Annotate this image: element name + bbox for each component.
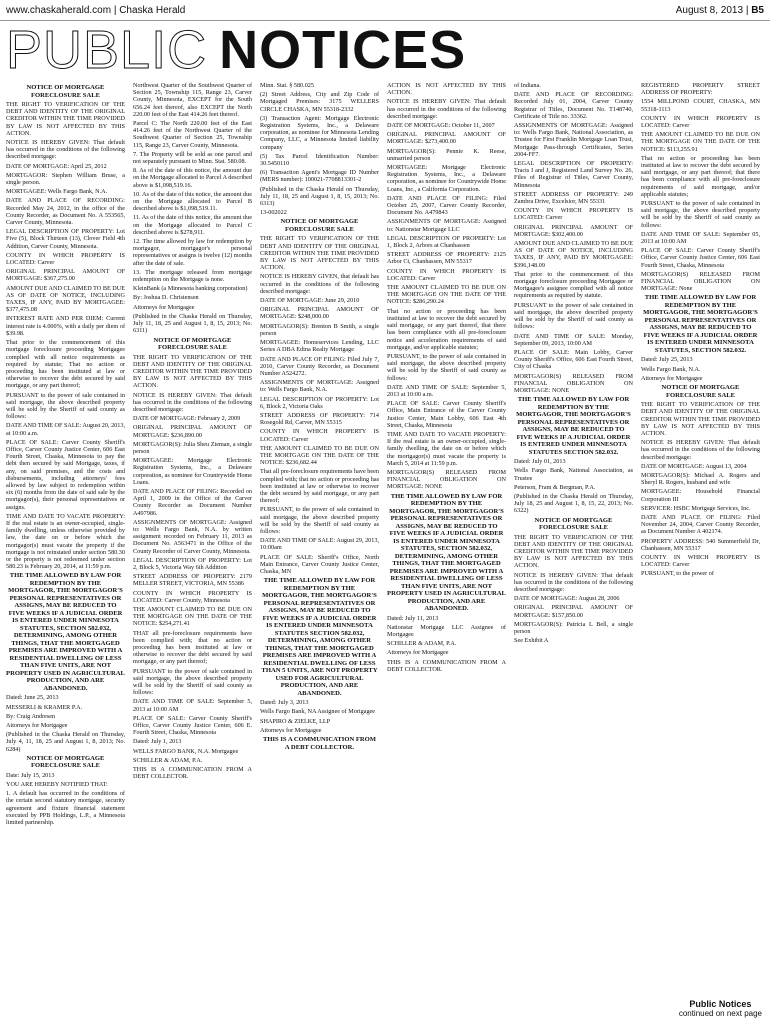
notice-paragraph: PURSUANT to the power of sale contained in said mortgage, the above described property will be sold by the Sheriff of said county as follows: xyxy=(133,667,252,697)
notice-paragraph: DATE OF MORTGAGE: October 11, 2007 xyxy=(387,122,495,130)
notice-paragraph: Attorneys for Mortgagee xyxy=(641,374,703,382)
notice-heading: NOTICE OF MORTGAGE FORECLOSURE SALE xyxy=(280,218,359,233)
notice-paragraph: 11. As of the date of this notice, the amount due on the Mortgage allocated to Parcel C described above is $278,911. xyxy=(133,214,252,236)
notice-paragraph: Dated: July 3, 2013 xyxy=(260,699,309,707)
page-number: B5 xyxy=(751,5,764,16)
notice-paragraph: COUNTY IN WHICH PROPERTY IS LOCATED: Carver xyxy=(260,428,379,443)
notice-paragraph: COUNTY IN WHICH PROPERTY IS LOCATED: Carver xyxy=(641,114,760,130)
notice-paragraph: THAT all pre-foreclosure requirements have been complied with; that no action or proceeding has been instituted at law or otherwise to recover the debt secured by said mortgage, or any part thereof; xyxy=(133,629,252,666)
site-name: www.chaskaherald.com | Chaska Herald xyxy=(6,5,186,16)
notice-paragraph: PLACE OF SALE: Main Lobby, Carver County Sheriff's Office, 606 East Fourth Street, City of Chaska xyxy=(514,348,633,371)
notice-paragraph: THE AMOUNT CLAIMED TO BE DUE ON THE MORTGAGE ON THE DATE OF THE NOTICE: $254,271.41 xyxy=(133,606,252,628)
notice-paragraph: DATE OF MORTGAGE: August 13, 2004 xyxy=(641,462,747,470)
continued-sub: continued on next page xyxy=(678,1009,762,1018)
notice-paragraph: 10. As of the date of this notice, the amount due on the Mortgage allocated to Parcel B described above is $1,098,519.11. xyxy=(133,190,252,213)
notice-paragraph: NOTICE IS HEREBY GIVEN: That default has occurred in the conditions of the following described mortgage: xyxy=(6,139,125,161)
notice-paragraph: MORTGAGEE: Wells Fargo Bank, N.A. xyxy=(6,188,108,196)
notice-paragraph: Attorneys for Mortgagee xyxy=(6,722,68,729)
notice-paragraph: PURSUANT to the power of sale contained in said mortgage, the above described property will be sold by the Sheriff of said county as follows: xyxy=(6,391,125,421)
notice-paragraph: NOTICE IS HEREBY GIVEN, that default has occurred in the conditions of the following described mortgage: xyxy=(260,273,379,295)
notice-paragraph: TIME AND DATE TO VACATE PROPERTY: If the real estate is an owner-occupied, single-family dwelling, the date on or before which the mortgagor(s) must vacate the property is March 5, 2014 at 11:59 p.m. xyxy=(387,430,506,467)
notice-paragraph: THE AMOUNT CLAIMED TO BE DUE ON THE MORTGAGE ON THE DATE OF THE NOTICE: $286,290.24 xyxy=(387,284,506,306)
notice-paragraph: DATE AND TIME OF SALE: September 05, 2013 at 10:00 AM xyxy=(641,230,760,246)
notice-paragraph: ASSIGNMENTS OF MORTGAGE: Assigned to: Nationstar Mortgage LLC xyxy=(387,218,506,233)
date-text: August 8, 2013 | xyxy=(675,5,749,16)
notice-paragraph: That no action or proceeding has been instituted at law to recover the debt secured by said mortgage, or any part thereof, that there has been compliance with all pre-foreclosure notice and acceleration requirements of said mortgage, and/or applicable statutes; xyxy=(387,307,506,351)
notice-paragraph: Attorneys for Mortgagee xyxy=(133,303,195,311)
notice-paragraph: DATE AND TIME OF SALE: August 20, 2013, at 10:00 a.m. xyxy=(6,422,125,437)
notice-paragraph: MORTGAGEE: Household Financial Corporation III xyxy=(641,488,760,503)
notice-paragraph: ORIGINAL PRINCIPAL AMOUNT OF MORTGAGE: $248,000.00 xyxy=(260,306,379,321)
notice-paragraph: (6) Transaction Agent's Mortgage ID Number (MERS number): 100021-7708813301-2 xyxy=(260,169,379,184)
notice-heading: THE TIME ALLOWED BY LAW FOR REDEMPTION BY THE MORTGAGOR, THE MORTGAGOR'S PERSONAL REPRESENTATIVES OR ASSIGNS, MAY BE REDUCED TO FIVE WEEKS IF A JUDICIAL ORDER IS ENTERED UNDER MINNESOTA STATUTES SECTION 582.032, DETERMINING, AMONG OTHER THINGS, THAT THE MORTGAGED PREMISES ARE IMPROVED WITH A RESIDENTIAL DWELLING OF LESS THAN 5 UNITS, ARE NOT PROPERTY USED FOR AGRICULTURAL PRODUCTION, AND ARE ABANDONED. xyxy=(261,577,378,697)
notice-paragraph: NOTICE IS HEREBY GIVEN: That default has occurred in the conditions of the following described mortgage: xyxy=(514,571,633,593)
notice-paragraph: (Published in the Chaska Herald on Thursday, July 18, 25 and August 1, 8, 15, 22, 2013; No. 6322) xyxy=(514,492,633,515)
notice-paragraph: Nationstar Mortgage LLC Assignee of Mortgagee xyxy=(387,623,506,638)
notice-paragraph: 1554 MILLPOND COURT, CHASKA, MN 55318-1113 xyxy=(641,98,760,113)
notice-paragraph: ASSIGNMENTS OF MORTGAGE: Assigned to: Wells Fargo Bank, N.A. by written assignment recorded on February 11, 2013 as Document No. A563471 in the Office of the County Recorder of Carver County, Minnesota. xyxy=(133,518,252,555)
notice-paragraph: PLACE OF SALE: Sheriff's Office, North Main Entrance, Carver County Justice Center, Chaska, MN xyxy=(260,553,379,575)
notice-paragraph: TIME AND DATE TO VACATE PROPERTY: If the real estate is an owner-occupied, single-family dwelling, unless otherwise provided by law, the date on or before which the mortgagor(s) must vacate the property if the mortgage is not reinstated under section 580.30 or the property is not redeemed under section 580.23 is February 20, 2014, at 11:59 p.m. xyxy=(6,512,125,571)
notice-paragraph: SERVICER: HSBC Mortgage Services, Inc. xyxy=(641,504,751,512)
notice-paragraph: STREET ADDRESS OF PROPERTY: 2125 Arbor Ct, Chanhassen, MN 55317 xyxy=(387,251,506,266)
notice-paragraph: STREET ADDRESS OF PROPERTY: 2179 MELLER STREET, VICTORIA, MN 55386 xyxy=(133,573,252,588)
notice-paragraph: (Published in the Chaska Herald on Thursday, July 11, 18, 25 and August 1, 8, 15, 2013; No. 6313) xyxy=(260,185,379,208)
notice-paragraph: DATE OF MORTGAGE: April 25, 2012 xyxy=(6,162,107,170)
notice-paragraph: 8. As of the date of this notice, the amount due on the Mortgage allocated to Parcel A described above is $1,098,519.16. xyxy=(133,167,252,189)
notice-heading: THIS IS A COMMUNICATION FROM A DEBT COLLECTOR. xyxy=(262,736,377,751)
notice-paragraph: DATE AND TIME OF SALE: September 5, 2013 at 10:00 AM xyxy=(133,698,252,713)
notice-column xyxy=(133,82,252,1018)
notice-paragraph: DATE OF MORTGAGE: February 2, 2009 xyxy=(133,415,241,423)
notice-paragraph: ORIGINAL PRINCIPAL AMOUNT OF MORTGAGE: $157,850.00 xyxy=(514,604,633,619)
notice-paragraph: ASSIGNMENTS OF MORTGAGE: Assigned to: Wells Fargo Bank, N.A. xyxy=(260,379,379,394)
notice-paragraph: THE RIGHT TO VERIFICATION OF THE DEBT AND IDENTITY OF THE ORIGINAL CREDITOR WITHIN THE TIME PROVIDED BY LAW IS NOT AFFECTED BY THIS ACTION. xyxy=(641,401,760,437)
notice-paragraph: Northwest Quarter of the Southwest Quarter of Section 25, Township 115, Range 23, Carver County, Minnesota, EXCEPT for the South 656.24 feet thereof, also EXCEPT the North 220.00 feet of the East 414.26 feet thereof. xyxy=(133,82,252,118)
notice-paragraph: DATE AND PLACE OF FILING: Recorded on April 1, 2009 in the Office of the Carver County Recorder as Document Number A497986. xyxy=(133,487,252,517)
notice-paragraph: THE AMOUNT CLAIMED TO BE DUE ON THE MORTGAGE ON THE DATE OF THE NOTICE: $236,682.44 xyxy=(260,444,379,467)
notice-paragraph: 1. A default has occurred in the conditions of the certain second statutory mortgage, security agreement and fixture financial statement executed by PPB Holdings, L.P., a Minnesota limited partnership. xyxy=(6,790,125,827)
notice-paragraph: LEGAL DESCRIPTION OF PROPERTY: Lot 2, Block 5, Victoria Way 6th Addition xyxy=(133,556,252,571)
notice-paragraph: Attorneys for Mortgagee xyxy=(387,649,449,657)
notice-paragraph: PURSUANT to the power of sale contained in said mortgage, the above described property will be sold by the Sheriff of said county as follows: xyxy=(514,301,633,331)
notice-paragraph: SCHILLER & ADAM, P.A. xyxy=(133,756,203,764)
notice-paragraph: Dated: July 25, 2013 xyxy=(641,356,693,364)
notice-paragraph: STREET ADDRESS OF PROPERTY: 714 Rosegold Rd, Carver, MN 55315 xyxy=(260,411,379,427)
notice-paragraph: DATE AND PLACE OF FILING: Filed November 24, 2004, Carver County Recorder, as Document Number A 402174. xyxy=(641,513,760,536)
notice-paragraph: COUNTY IN WHICH PROPERTY IS LOCATED: Carver xyxy=(387,267,506,282)
notice-paragraph: MORTGAGOR(S): Patricia L Bell, a single person xyxy=(514,620,633,635)
notice-paragraph: Wells Fargo Bank, NA Assignee of Mortgagee xyxy=(260,708,376,716)
notice-paragraph: LEGAL DESCRIPTION OF PROPERTY: Lot Five (5), Block Thirteen (13), Clover Field 4th Addition, Carver County, Minnesota. xyxy=(6,228,125,250)
continued-label: Public Notices xyxy=(689,999,752,1009)
notice-paragraph: LEGAL DESCRIPTION OF PROPERTY: Tracts I and J, Registered Land Survey No. 26, Files of Registrar of Titles, Carver County, Minnesota xyxy=(514,160,633,189)
notice-paragraph: Peterson, Fram & Bergman, P.A. xyxy=(514,483,596,491)
notice-paragraph: That all pre-foreclosure requirements have been complied with; that no action or proceeding has been instituted at law or otherwise to recover the debt secured by said mortgage, or any part thereof; xyxy=(260,468,379,505)
notice-paragraph: (5) Tax Parcel Identification Number: 30.5450110 xyxy=(260,152,379,168)
notice-paragraph: STREET ADDRESS OF PROPERTY: 249 Zambra Drive, Excelsior, MN 55331 xyxy=(514,190,633,206)
notice-paragraph: MORTGAGOR(S) RELEASED FROM FINANCIAL OBLIGATION ON MORTGAGE: NONE xyxy=(514,372,633,394)
notice-paragraph: Dated: July 11, 2013 xyxy=(387,614,439,622)
notice-paragraph: WELLS FARGO BANK, N.A. Mortgagee xyxy=(133,747,239,755)
notice-heading: NOTICE OF MORTGAGE FORECLOSURE SALE xyxy=(534,516,613,532)
notice-paragraph: SHAPIRO & ZIELKE, LLP xyxy=(260,717,331,725)
notice-paragraph: MORTGAGOR(S): Julia Sheu Zieman, a single person xyxy=(133,440,252,455)
notice-paragraph: (Published in the Chaska Herald on Thursday, July 4, 11, 18, 25 and August 1, 8, 2013; No. 6284) xyxy=(6,731,125,753)
notice-paragraph: THE RIGHT TO VERIFICATION OF THE DEBT AND IDENTITY OF THE ORIGINAL CREDITOR WITHIN THE TIME PROVIDED BY LAW IS NOT AFFECTED BY THIS ACTION. xyxy=(260,235,379,272)
notice-paragraph: ORIGINAL PRINCIPAL AMOUNT OF MORTGAGE: $367,275.00 xyxy=(6,268,125,283)
notice-heading: THE TIME ALLOWED BY LAW FOR REDEMPTION BY THE MORTGAGOR, THE MORTGAGOR'S PERSONAL REPRESENTATIVES OR ASSIGNS, MAY BE REDUCED TO FIVE WEEKS IF A JUDICIAL ORDER IS ENTERED UNDER MINNESOTA STATUTES, SECTION 582.032, DETERMINING, AMONG OTHER THINGS, THAT THE MORTGAGED PREMISES ARE IMPROVED WITH A RESIDENTIAL DWELLING OF LESS THAN FIVE UNITS, ARE NOT PROPERTY USED IN AGRICULTURAL PRODUCTION, AND ARE ABANDONED. xyxy=(6,572,125,692)
notice-paragraph: DATE OF MORTGAGE: August 28, 2006 xyxy=(514,595,620,603)
notice-paragraph: of Indiana. xyxy=(514,82,541,89)
notice-heading: NOTICE OF MORTGAGE FORECLOSURE SALE xyxy=(153,336,232,351)
section-masthead xyxy=(6,22,764,78)
notice-paragraph: Parcel C: The North 220.00 feet of the East 414.26 feet of the Northwest Quarter of the Southwest Quarter of Section 25, Township 115, Range 23, Carver County, Minnesota. xyxy=(133,120,252,149)
notice-paragraph: LEGAL DESCRIPTION OF PROPERTY: Lot 1, Block 2, Arbors at Chanhassen xyxy=(387,234,506,250)
masthead-word-notices: NOTICES xyxy=(219,20,467,80)
notice-paragraph: 13. The mortgage released from mortgage redemption on the Mortgage is none. xyxy=(133,268,252,284)
notice-paragraph: ORIGINAL PRINCIPAL AMOUNT OF MORTGAGE: $273,400.00 xyxy=(387,131,506,146)
notice-paragraph: MORTGAGEE: Mortgage Electronic Registration Systems, Inc., a Delaware corporation, as nominee for Countrywide Home Loans. xyxy=(133,457,252,486)
notice-paragraph: PROPERTY ADDRESS: 540 Summerfield Dr, Chanhassen, MN 55317 xyxy=(641,537,760,552)
notice-paragraph: By: Joshua D. Christensen xyxy=(133,294,199,302)
notice-heading: THE TIME ALLOWED BY LAW FOR REDEMPTION BY THE MORTGAGOR, THE MORTGAGOR'S PERSONAL REPRESENTATIVES OR ASSIGNS, MAY BE REDUCED TO FIVE WEEKS IF A JUDICIAL ORDER IS ENTERED UNDER MINNESOTA STATUTES, SECTION 582.032. xyxy=(643,294,758,354)
notice-paragraph: PLACE OF SALE: Carver County Sheriff's Office, Carver County Justice Center, 606 East Fourth Street, Chaska, Minnesota xyxy=(641,247,760,269)
notice-paragraph: NOTICE IS HEREBY GIVEN: That default has occurred in the conditions of the following described mortgage: xyxy=(133,391,252,413)
notice-paragraph: THE AMOUNT CLAIMED TO BE DUE ON THE MORTGAGE ON THE DATE OF THE NOTICE: $113,255.91 xyxy=(641,131,760,153)
notice-heading: THE TIME ALLOWED BY LAW FOR REDEMPTION BY THE MORTGAGOR, THE MORTGAGOR'S PERSONAL REPRESENTATIVES OR ASSIGNS, MAY BE REDUCED TO FIVE WEEKS IF A JUDICIAL ORDER IS ENTERED UNDER MINNESOTA STATUTES, SECTION 582.032, DETERMINING, AMONG OTHER THINGS, THAT THE MORTGAGED PREMISES ARE IMPROVED WITH A RESIDENTIAL DWELLING OF LESS THAN FIVE UNITS, ARE NOT PROPERTY USED IN AGRICULTURAL PRODUCTION, AND ARE ABANDONED. xyxy=(387,492,506,613)
notice-columns xyxy=(6,82,764,1018)
notice-paragraph: Dated: July 1, 2013 xyxy=(133,738,182,746)
notice-paragraph: COUNTY IN WHICH PROPERTY IS LOCATED: Carver xyxy=(6,251,125,267)
notice-paragraph: MORTGAGOR(S) RELEASED FROM FINANCIAL OBLIGATION ON MORTGAGE: NONE xyxy=(387,468,506,491)
notice-paragraph: (Published in the Chaska Herald on Thursday, July 11, 18, 25 and August 1, 8, 15, 2013; No. 6311) xyxy=(133,312,252,335)
notice-paragraph: NOTICE IS HEREBY GIVEN: That default has occurred in the conditions of the following described mortgage: xyxy=(641,439,760,461)
notice-paragraph: MORTGAGOR(S) RELEASED FROM FINANCIAL OBLIGATION ON MORTGAGE: None xyxy=(641,270,760,293)
notice-paragraph: THE RIGHT TO VERIFICATION OF THE DEBT AND IDENTITY OF THE ORIGINAL CREDITOR WITHIN THE TIME PROVIDED BY LAW IS NOT AFFECTED BY THIS ACTION. xyxy=(133,353,252,390)
notice-column xyxy=(6,82,125,1018)
notice-paragraph: Minn. Stat. § 580.025 xyxy=(260,82,314,89)
notice-paragraph: ACTION IS NOT AFFECTED BY THIS ACTION. xyxy=(387,82,506,97)
notice-paragraph: PURSUANT, to the power of sale contained in said mortgage, the above described property will be sold by the Sheriff of said county as follows: xyxy=(260,506,379,535)
notice-paragraph: INTEREST RATE AND PER DIEM: Current interest rate is 4.000%, with a daily per diem of $39.98. xyxy=(6,315,125,337)
notice-paragraph: Dated: July 01, 2013 xyxy=(514,458,566,466)
notice-paragraph: LEGAL DESCRIPTION OF PROPERTY: Lot 6, Block 2, Victoria Oaks xyxy=(260,395,379,410)
notice-heading: NOTICE OF MORTGAGE FORECLOSURE SALE xyxy=(26,754,105,770)
notice-paragraph: SCHILLER & ADAM, P.A. xyxy=(387,640,457,648)
notice-paragraph: ASSIGNMENTS OF MORTGAGE: Assigned to: Wells Fargo Bank, National Association, as Trustee for First Franklin Mortgage Loan Trust, Mortgage Pass-through Certificates, Series 2004-FF7. xyxy=(514,122,633,158)
notice-paragraph: DATE AND PLACE OF FILING: Filed October 25, 2007, Carver County Recorder, Document No. A479843 xyxy=(387,194,506,217)
notice-paragraph: DATE AND PLACE OF RECORDING: Recorded May 24, 2012, in the office of the County Recorder, as Document No. A 553565, Carver County, Minnesota. xyxy=(6,197,125,227)
notice-paragraph: PURSUANT, to the power of xyxy=(641,570,714,578)
notice-paragraph: COUNTY IN WHICH PROPERTY IS LOCATED: Carver County, Minnesota xyxy=(133,589,252,604)
notice-paragraph: 7. The Property will be sold as one parcel and not separately pursuant to Minn. Stat. 580.08. xyxy=(133,150,252,166)
notice-column xyxy=(641,82,760,1018)
page-date xyxy=(676,5,764,16)
notice-paragraph: Attorneys for Mortgagee xyxy=(260,726,322,734)
notice-paragraph: MORTGAGOR: Stephen William Bruse, a single person. xyxy=(6,171,125,187)
notice-paragraph: DATE OF MORTGAGE: June 29, 2010 xyxy=(260,297,360,305)
notice-paragraph: Wells Fargo Bank, N.A. xyxy=(641,365,701,373)
continued-note xyxy=(679,999,762,1018)
notice-paragraph: That no action or proceeding has been instituted at law to recover the debt secured by said mortgage, or any part thereof; that there has been compliance with all pre-foreclosure requirements of said mortgage, and/or applicable statutes; xyxy=(641,154,760,198)
notice-paragraph: ORIGINAL PRINCIPAL AMOUNT OF MORTGAGE: $302,400.00 xyxy=(514,223,633,238)
notice-paragraph: DATE AND TIME OF SALE: September 5, 2013 at 10:00 a.m. xyxy=(387,383,506,398)
notice-paragraph: THIS IS A COMMUNICATION FROM A DEBT COLLECTOR. xyxy=(387,658,506,673)
notice-column xyxy=(260,82,379,1018)
notice-paragraph: MORTGAGEE: Homeservices Lending, LLC Series A DBA Edina Realty Mortgage xyxy=(260,339,379,354)
notice-paragraph: Dated: June 25, 2013 xyxy=(6,694,59,702)
notice-heading: NOTICE OF MORTGAGE FORECLOSURE SALE xyxy=(661,384,740,399)
notice-paragraph: DATE AND TIME OF SALE: August 29, 2013, 10:00am xyxy=(260,537,379,552)
notice-paragraph: PLACE OF SALE: Carver County Sheriff's Office, Main Entrance of the Carver County Justice Center, Main Lobby, 606 East 4th Street, Chaska, Minnesota xyxy=(387,400,506,429)
notice-column xyxy=(514,82,633,1018)
notice-paragraph: NOTICE IS HEREBY GIVEN: That default has occurred in the conditions of the following described mortgage: xyxy=(387,98,506,120)
notice-paragraph: MORTGAGOR(S): Michael A. Rogers and Sheryl R. Rogers, husband and wife xyxy=(641,471,760,487)
notice-paragraph: THE RIGHT TO VERIFICATION OF THE DEBT AND IDENTITY OF THE ORIGINAL CREDITOR WITHIN THE TIME PROVIDED BY LAW IS NOT AFFECTED BY THIS ACTION. xyxy=(6,101,125,137)
notice-paragraph: (3) Transaction Agent: Mortgage Electronic Registration Systems, Inc., a Delaware corporation, as nominee for Minnesota Lending Company, LLC, a Minnesota limited liability company xyxy=(260,114,379,151)
notice-paragraph: REGISTERED PROPERTY STREET ADDRESS OF PROPERTY: xyxy=(641,82,760,97)
notice-paragraph: See Exhibit A xyxy=(514,637,549,645)
notice-paragraph: THE RIGHT TO VERIFICATION OF THE DEBT AND IDENTITY OF THE ORIGINAL CREDITOR WITHIN THE TIME PROVIDED BY LAW IS NOT AFFECTED BY THIS ACTION. xyxy=(514,533,633,570)
notice-paragraph: Wells Fargo Bank, National Association, as Trustee xyxy=(514,467,633,482)
notice-paragraph: MORTGAGOR(S): Brenton B Smith, a single person xyxy=(260,322,379,337)
notice-paragraph: By: Craig Andresen xyxy=(6,712,56,720)
page-header xyxy=(0,0,770,21)
notice-paragraph: MESSERLI & KRAMER P.A. xyxy=(6,703,83,711)
notice-column xyxy=(387,82,506,1018)
notice-paragraph: 13-002022 xyxy=(260,209,287,217)
notice-paragraph: That prior to the commencement of this mortgage foreclosure proceeding Mortgagee complied with all notice requirements as required by statute; That no action or proceeding has been instituted at law or otherwise to recover the debt secured by said mortgage, or any part thereof; xyxy=(6,339,125,390)
notice-paragraph: THIS IS A COMMUNICATION FROM A DEBT COLLECTOR. xyxy=(133,766,252,781)
notice-paragraph: ORIGINAL PRINCIPAL AMOUNT OF MORTGAGE: $236,890.00 xyxy=(133,424,252,439)
masthead-word-public: PUBLIC xyxy=(6,20,208,80)
notice-paragraph: YOU ARE HEREBY NOTIFIED THAT: xyxy=(6,781,108,789)
notice-paragraph: That prior to the commencement of this mortgage foreclosure proceeding Mortgagee or Mortgagee's assignee complied with all notice requirements as required by statute. xyxy=(514,270,633,300)
notice-paragraph: AMOUNT DUE AND CLAIMED TO BE DUE AS OF DATE OF NOTICE, INCLUDING TAXES, IF ANY, PAID BY MORTGAGEE: $396,148.09 xyxy=(514,240,633,269)
notice-paragraph: Date: July 15, 2013 xyxy=(6,771,55,779)
notice-paragraph: DATE AND PLACE OF FILING: Filed July 7, 2010, Carver County Recorder, as Document Number A524272. xyxy=(260,355,379,377)
notice-heading: THE TIME ALLOWED BY LAW FOR REDEMPTION BY THE MORTGAGOR, THE MORTGAGOR'S PERSONAL REPRESENTATIVES OR ASSIGNS, MAY BE REDUCED TO FIVE WEEKS IF A JUDICIAL ORDER IS ENTERED UNDER MINNESOTA STATUTES SECTION 582.032. xyxy=(516,396,631,456)
notice-paragraph: AMOUNT DUE AND CLAIMED TO BE DUE AS OF DATE OF NOTICE, INCLUDING TAXES, IF ANY, PAID BY MORTGAGEE: $377,475.08 xyxy=(6,284,125,314)
notice-paragraph: DATE AND TIME OF SALE: Monday, September 09, 2013, 10:00 AM xyxy=(514,332,633,347)
notice-paragraph: MORTGAGOR(S): Pennie K. Reese, unmarried person xyxy=(387,147,506,162)
notice-paragraph: PURSUANT, to the power of sale contained in said mortgage, the above described property will be sold by the Sheriff of said county as follows: xyxy=(387,352,506,382)
notice-paragraph: PURSUANT to the power of sale contained in said mortgage, the above described property will be sold by the Sheriff of said county as follows: xyxy=(641,200,760,229)
notice-paragraph: (2) Street Address, City and Zip Code of Mortgaged Premises: 3175 WELLERS CIRCLE CHASKA, MN 55318-2332 xyxy=(260,91,379,113)
notice-heading: NOTICE OF MORTGAGE FORECLOSURE SALE xyxy=(26,84,105,99)
notice-paragraph: KleinBank (a Minnesota banking corporation) xyxy=(133,285,248,293)
notice-paragraph: COUNTY IN WHICH PROPERTY IS LOCATED: Carver xyxy=(641,553,760,569)
notice-paragraph: COUNTY IN WHICH PROPERTY IS LOCATED: Carver xyxy=(514,207,633,222)
notice-paragraph: 12. The time allowed by law for redemption by mortgagor, mortgagor's personal representatives or assigns is twelve (12) months after the date of sale. xyxy=(133,238,252,267)
notice-paragraph: PLACE OF SALE: Carver County Sheriff's Office, Carver County Justice Center, 606 E. Fourth Street, Chaska, Minnesota xyxy=(133,714,252,737)
notice-paragraph: DATE AND PLACE OF RECORDING: Recorded July 01, 2004, Carver County Registrar of Titles, Document No. T148740, Certificate of Title no. 33362. xyxy=(514,91,633,120)
notice-paragraph: MORTGAGEE: Mortgage Electronic Registration Systems, Inc., a Delaware corporation, as nominee for Countrywide Home Loans, Inc., a California Corporation. xyxy=(387,164,506,193)
notice-paragraph: PLACE OF SALE: Carver County Sheriff's Office, Carver County Justice Center, 606 East Fourth Street, Chaska, Minnesota to pay the debt then secured by said Mortgage, taxes, if any, on said premises, and the costs and disbursements, including attorneys' fees allowed by law subject to redemption within six (6) months from the date of said sale by the mortgagor(s), their personal representatives or assigns. xyxy=(6,438,125,511)
